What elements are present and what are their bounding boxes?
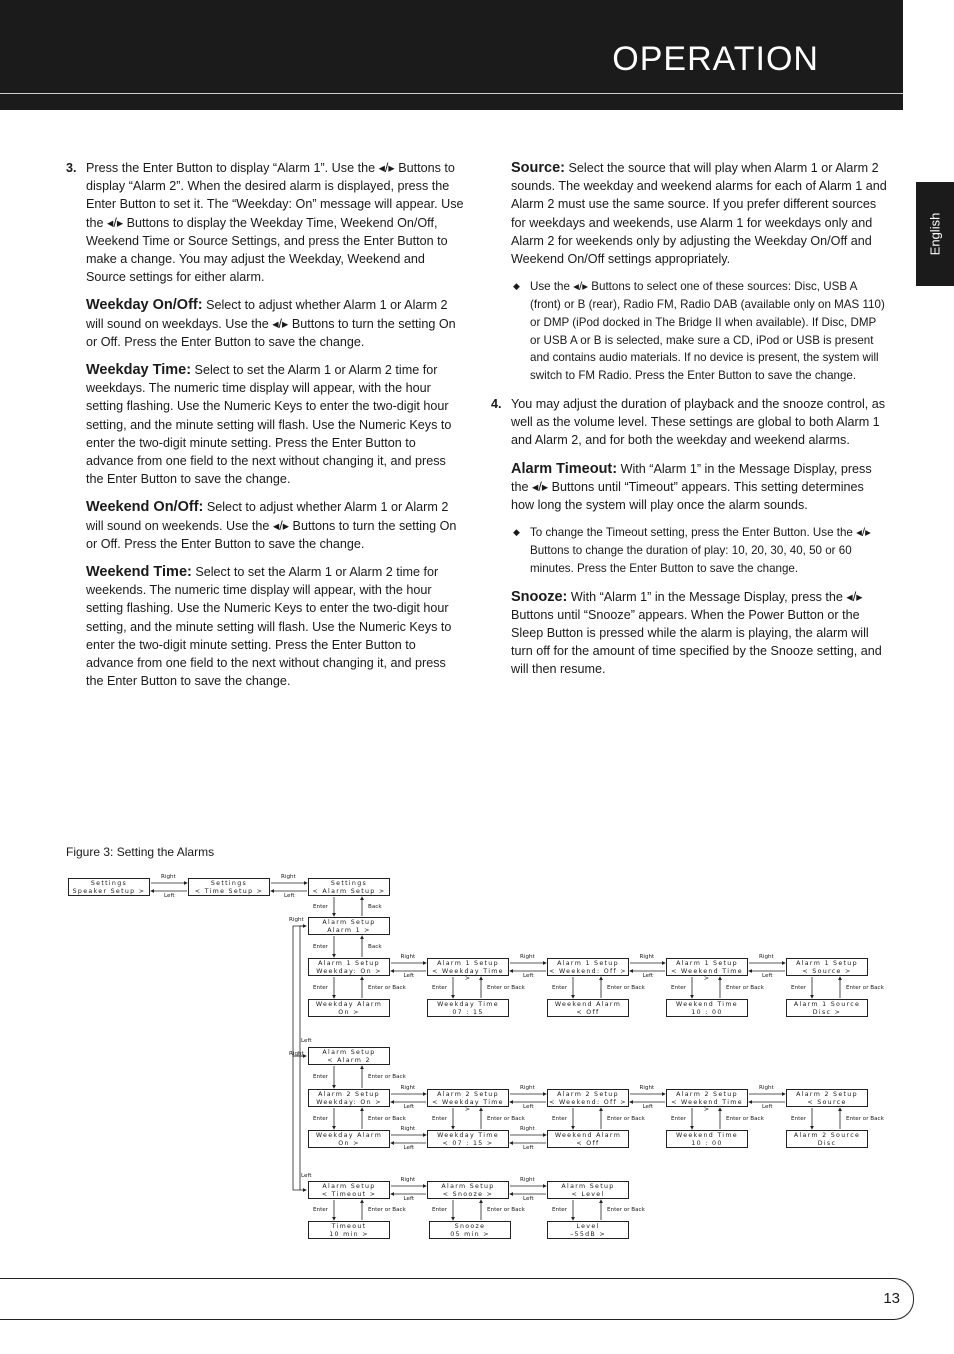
menu-box-line1: Alarm Setup [561,1183,615,1190]
weekday-time-heading: Weekday Time: [86,362,192,379]
menu-box-line2: < Weekend: Off > [549,967,627,975]
menu-box-a1wdtv [427,999,509,1017]
menu-box-line1: Alarm 2 Source [793,1132,861,1139]
figure-caption: Figure 3: Setting the Alarms [66,845,215,859]
footer-frame [0,1278,914,1320]
menu-box-a1wdt [427,958,509,982]
diagram-label-enter: Enter [671,1115,687,1122]
menu-box-line2: Speaker Setup > [72,887,146,895]
menu-box-line2: Disc > [812,1008,842,1016]
weekend-time-heading: Weekend Time: [86,564,192,581]
menu-box-line1: Timeout [331,1223,367,1230]
snooze-heading: Snooze: [511,588,568,605]
menu-box-a2 [308,1047,390,1065]
timeout-text: With “Alarm 1” in the Message Display, press the ◂/▸ Buttons until “Timeout” appears. This setting determines how long the system will play once the alarm sounds. [511,461,872,513]
diagram-label-left: Left [762,1104,773,1110]
diagram-label-enter: Enter [791,984,807,991]
page-title: OPERATION [612,40,819,78]
step-3-number: 3. [66,161,77,175]
menu-box-line2: < Source [807,1098,847,1106]
menu-box-a2wda [308,1130,390,1148]
menu-box-line2: 10 : 00 [691,1139,723,1147]
menu-box-a2srcv [786,1130,868,1148]
menu-box-line1: Settings [90,880,128,887]
diagram-label-right: Right [520,1085,535,1091]
diagram-label-enter: Enter [313,1074,329,1080]
diagram-label-enter: Enter [313,984,329,991]
menu-box-line1: Alarm 2 Setup [557,1091,619,1098]
menu-box-line2: < Weekday Time > [432,967,504,982]
menu-box-sn [427,1181,509,1199]
diagram-label-right: Right [161,874,176,880]
diagram-label-enter: Enter [552,1207,568,1213]
menu-box-line1: Settings [330,880,368,887]
menu-box-line1: Alarm 1 Setup [437,960,499,967]
diagram-label-enter: Enter [313,943,329,950]
step-3-text: Press the Enter Button to display “Alarm 1”. Use the ◂/▸ Buttons to display “Alarm 2”. When the desired alarm is displayed, press the Enter Button to set it. The “Weekday: On” message will appear. Use the ◂/▸ Buttons to display the Weekday Time, Weekend On/Off, Weekend Time or Source Settings, and press the Enter Button to make a change. You may adjust the Weekday, Weekend and Source settings for either alarm. [86,161,464,285]
menu-box-line1: Weekday Time [437,1132,499,1139]
menu-box-a1wd [308,958,390,976]
menu-box-line2: < Snooze > [442,1190,494,1198]
diagram-label-left: Left [523,1196,534,1202]
weekend-onoff-heading: Weekend On/Off: [86,499,204,516]
page-number: 13 [883,1290,900,1307]
diagram-label-right: Right [520,1177,535,1183]
diagram-label-enter-or-back: Enter or Back [607,1115,645,1122]
diagram-label-left: Left [403,1196,415,1202]
menu-box-line1: Weekday Alarm [315,1132,383,1139]
menu-box-a2wet [666,1089,748,1113]
diagram-label-right: Right [281,874,296,880]
menu-box-line2: 10 : 00 [691,1008,723,1016]
menu-box-line1: Alarm Setup [322,1183,376,1190]
diagram-label-left: Left [164,893,175,899]
step-4-number: 4. [491,397,502,411]
diagram-label-left: Left [642,973,654,979]
diagram-label-left: Left [403,1145,415,1151]
diagram-label-enter-or-back: Enter or Back [607,984,645,991]
loop-a1-a2 [293,926,306,1056]
menu-box-line2: Weekday: On > [316,967,382,975]
menu-box-line1: Alarm 1 Setup [676,960,738,967]
menu-box-speaker [68,878,150,896]
menu-box-line2: Weekday: On > [316,1098,382,1106]
diagram-label-enter-or-back: Enter or Back [487,1115,525,1122]
diagram-label-right: Right [639,1085,655,1091]
menu-box-line1: Alarm 2 Setup [676,1091,738,1098]
diagram-label-enter: Enter [432,984,448,991]
diagram-label-enter: Enter [313,1207,329,1213]
menu-box-line1: Alarm 1 Source [793,1001,861,1008]
menu-box-a2src [786,1089,868,1107]
menu-box-a2wd [308,1089,390,1107]
menu-box-a1src [786,958,868,976]
language-tab-label: English [927,212,943,256]
menu-box-line1: Alarm 2 Setup [796,1091,858,1098]
menu-box-line1: Settings [210,880,248,887]
diagram-label-right: Right [400,1085,416,1091]
menu-box-line2: < Timeout > [321,1190,377,1198]
diagram-label-right: Right [289,917,304,923]
source-bullet-text: Use the ◂/▸ Buttons to select one of these sources: Disc, USB A (front) or B (rear), Radio FM, Radio DAB (available only on MAS 110) or DMP (iPod docked in The Bridge II when available). If Disc, DMP or USB A or B is selected, make sure a CD, iPod or USB is present and contains audio materials. If no device is present, the system will switch to FM Radio. Press the Enter Button to save the change. [530,280,885,383]
diagram-label-enter-or-back: Enter or Back [846,1115,884,1122]
menu-box-line1: Weekend Time [676,1001,738,1008]
menu-box-a2wea [547,1130,629,1148]
diagram-label-right: Right [400,1126,416,1132]
diagram-label-enter-or-back: Enter or Back [487,984,525,991]
snooze-text: With “Alarm 1” in the Message Display, press the ◂/▸ Buttons until “Snooze” appears. When the Power Button or the Sleep Button is pressed while the alarm is playing, the alarm will turn off for the amount of time specified by the Snooze setting, and will then resume. [511,589,882,677]
diagram-label-enter: Enter [552,984,568,991]
timeout-heading: Alarm Timeout: [511,460,618,477]
diagram-label-right: Right [520,954,535,960]
menu-box-lvv [547,1221,629,1239]
diagram-label-left: Left [523,1104,534,1110]
diagram-label-right: Right [400,1177,416,1183]
menu-box-line1: Alarm Setup [441,1183,495,1190]
loop-timeout-a1 [300,926,306,1190]
diagram-label-left: Left [284,893,295,899]
menu-box-to [308,1181,390,1199]
menu-box-time [188,878,270,896]
diagram-label-enter-or-back: Enter or Back [607,1207,645,1213]
diagram-label-left: Left [301,1173,312,1179]
diagram-label-right: Right [639,954,655,960]
diagram-label-left: Left [523,973,534,979]
menu-box-line1: Weekday Alarm [315,1001,383,1008]
weekend-time-text: Select to set the Alarm 1 or Alarm 2 time for weekends. The numeric time display will appear, with the hour setting flashing. Use the Numeric Keys to enter the two-digit hour setting, and the minute setting will flash. Use the Numeric Keys to enter the two-digit minute setting. Press the Enter Button to advance from one field to the next without changing it, and press the Enter Button to save the change. [86,565,452,689]
weekday-onoff-text: Select to adjust whether Alarm 1 or Alarm 2 will sound on weekdays. Use the ◂/▸ Buttons to turn the setting On or Off. Press the Enter Button to save the change. [86,298,456,349]
bullet-diamond-icon: ◆ [513,281,520,292]
menu-box-line1: Weekend Time [676,1132,738,1139]
menu-box-line2: < Time Setup > [194,887,264,895]
menu-box-tov [308,1221,390,1239]
diagram-label-enter-or-back: Enter or Back [368,1207,406,1213]
menu-box-line2: < Weekend Time > [671,967,743,982]
menu-box-line2: < Off [576,1008,600,1016]
diagram-label-enter: Enter [671,984,687,991]
diagram-label-enter-or-back: Enter or Back [846,984,884,991]
menu-box-line2: 07 : 15 [452,1008,484,1016]
menu-box-line2: < Source > [802,967,852,975]
menu-box-line2: < Weekend: Off > [549,1098,627,1106]
diagram-label-left: Left [403,973,415,979]
diagram-label-enter-or-back: Enter or Back [368,1115,406,1122]
diagram-label-enter-or-back: Enter or Back [368,1074,406,1080]
loop-a2-timeout [293,1056,306,1190]
menu-box-line1: Alarm 1 Setup [318,960,380,967]
menu-box-line2: < Weekday Time > [432,1098,504,1113]
menu-box-line1: Alarm 1 Setup [557,960,619,967]
diagram-label-right: Right [400,954,416,960]
diagram-label-enter: Enter [791,1115,807,1122]
weekday-time-text: Select to set the Alarm 1 or Alarm 2 time for weekdays. The numeric time display will appear, with the hour setting flashing. Use the Numeric Keys to enter the two-digit hour setting, and the minute setting will flash. Use the Numeric Keys to enter the two-digit minute setting. Press the Enter Button to advance from one field to the next without changing it, and press the Enter Button to save the change. [86,363,452,487]
menu-box-line2: < Level [571,1190,605,1198]
diagram-label-right: Right [520,1126,535,1132]
source-text: Select the source that will play when Alarm 1 or Alarm 2 sounds. The weekday and weekend alarms for each of Alarm 1 and Alarm 2 must use the same source. If you prefer different sources for weekdays and weekends, use Alarm 1 for weekdays only and Alarm 2 for weekends only by adjusting the Weekday On/Off and Weekend On/Off settings appropriately. [511,161,887,267]
menu-box-line2: 05 min > [450,1230,490,1238]
menu-box-line1: Weekday Time [437,1001,499,1008]
menu-box-snv [429,1221,511,1239]
diagram-label-enter-or-back: Enter or Back [726,984,764,991]
weekday-onoff-heading: Weekday On/Off: [86,297,203,314]
menu-box-a1 [308,917,390,935]
menu-box-line2: Alarm 1 > [327,926,371,934]
menu-box-line2: < Alarm Setup > [312,887,386,895]
menu-box-a2wdt [427,1089,509,1113]
menu-box-a2wdtv [427,1130,509,1148]
diagram-label-enter-or-back: Enter or Back [487,1207,525,1213]
menu-box-a1srcv [786,999,868,1017]
diagram-label-enter: Enter [432,1115,448,1122]
menu-box-a2we [547,1089,629,1107]
menu-box-alarm [308,878,390,896]
menu-box-line2: Disc [817,1139,837,1147]
menu-box-a1wet [666,958,748,982]
menu-box-a2wetv [666,1130,748,1148]
menu-box-a1wetv [666,999,748,1017]
menu-box-line1: Weekend Alarm [554,1132,622,1139]
diagram-label-enter-or-back: Enter or Back [368,984,406,991]
weekend-onoff-text: Select to adjust whether Alarm 1 or Alarm 2 will sound on weekends. Use the ◂/▸ Buttons to turn the setting On or Off. Press the Enter Button to save the change. [86,500,457,551]
step-4-text: You may adjust the duration of playback and the snooze control, as well as the volume level. These settings are global to both Alarm 1 and Alarm 2, and for both the weekday and weekend alarms. [511,397,886,448]
diagram-label-enter: Enter [313,903,329,910]
menu-box-line1: Alarm 2 Setup [318,1091,380,1098]
diagram-label-enter-or-back: Enter or Back [726,1115,764,1122]
diagram-label-left: Left [403,1104,415,1110]
diagram-label-right: Right [289,1051,304,1057]
menu-box-line1: Alarm Setup [322,1049,376,1056]
diagram-label-back: Back [368,903,382,910]
menu-box-line2: On > [338,1139,360,1147]
menu-box-line2: < Weekend Time > [671,1098,743,1113]
diagram-label-left: Left [642,1104,654,1110]
menu-box-line1: Level [576,1223,600,1230]
diagram-label-enter: Enter [313,1115,329,1122]
diagram-label-enter: Enter [432,1207,448,1213]
diagram-label-back: Back [368,943,382,950]
menu-box-lv [547,1181,629,1199]
menu-box-line2: < Alarm 2 [327,1056,371,1064]
diagram-label-enter: Enter [552,1115,568,1122]
menu-box-line2: –55dB > [570,1230,606,1238]
diagram-label-left: Left [762,973,773,979]
diagram-label-right: Right [759,954,774,960]
menu-box-line2: 10 min > [329,1230,369,1238]
source-heading: Source: [511,160,565,176]
menu-box-a1we [547,958,629,976]
timeout-bullet-text: To change the Timeout setting, press the Enter Button. Use the ◂/▸ Buttons to change the duration of play: 10, 20, 30, 40, 50 or 60 minutes. Press the Enter Button to save the change. [530,526,871,575]
bullet-diamond-icon: ◆ [513,527,520,538]
diagram-label-left: Left [301,1038,312,1044]
menu-box-line2: < 07 : 15 > [442,1139,494,1147]
menu-box-a1wea [547,999,629,1017]
diagram-label-left: Left [523,1145,534,1151]
menu-box-a1wda [308,999,390,1017]
menu-box-line1: Snooze [454,1223,486,1230]
menu-box-line2: On > [338,1008,360,1016]
diagram-label-right: Right [759,1085,774,1091]
menu-box-line1: Alarm 2 Setup [437,1091,499,1098]
menu-box-line1: Alarm 1 Setup [796,960,858,967]
menu-box-line1: Weekend Alarm [554,1001,622,1008]
menu-box-line2: < Off [576,1139,600,1147]
menu-box-line1: Alarm Setup [322,919,376,926]
